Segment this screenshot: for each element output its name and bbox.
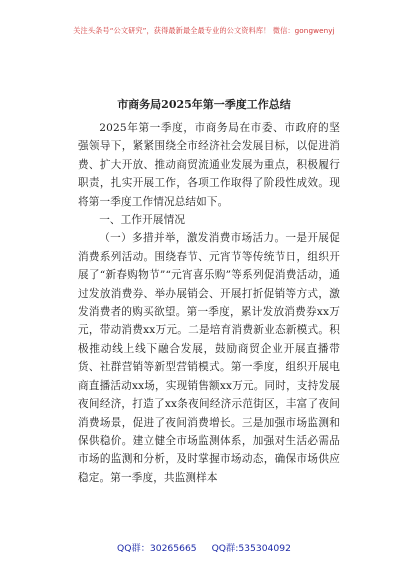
intro-paragraph: 2025年第一季度，市商务局在市委、市政府的坚强领导下，紧紧围绕全市经济社会发展目标，以促进消费、扩大开放、推动商贸流通业发展为重点，积极履行职责，扎实开展工作，各项工作取得了阶段性成效。现将第一季度工作情况总结如下。 <box>78 122 340 208</box>
qq-group-1: QQ群：30265665 <box>117 543 197 554</box>
body-paragraph: （一）多措并举，激发消费市场活力。一是开展促消费系列活动。围绕春节、元宵节等传统节日，组织开展了“新春购物节”“元宵喜乐购”等系列促消费活动，通过发放消费券、举办展销会、开展打折促销等方式，激发消费者的购买欲望。第一季度，累计发放消费券xx万元，带动消费xx万元。二是培育消费新业态新模式。积极推动线上线下融合发展，鼓励商贸企业开展直播带货、社群营销等新型营销模式。第一季度，组织开展电商直播活动xx场，实现销售额xx万元。同时，支持发展夜间经济，打造了xx条夜间经济示范街区，丰富了夜间消费场景，促进了夜间消费增长。三是加强市场监测和保供稳价。建立健全市场监测体系，加强对生活必需品市场的监测和分析，及时掌握市场动态，确保市场供应稳定。第一季度，共监测样本 <box>78 232 340 484</box>
document-title: 市商务局2025年第一季度工作总结 <box>117 98 291 111</box>
section-heading: 一、工作开展情况 <box>99 214 186 227</box>
document-body <box>78 119 340 487</box>
bottom-contact <box>0 540 408 554</box>
qq-group-2: QQ群:535304092 <box>211 543 291 554</box>
top-banner: 关注头条号“公文研究”，获得最新最全最专业的公文资料库！ 微信：gongwenyj <box>73 26 335 35</box>
